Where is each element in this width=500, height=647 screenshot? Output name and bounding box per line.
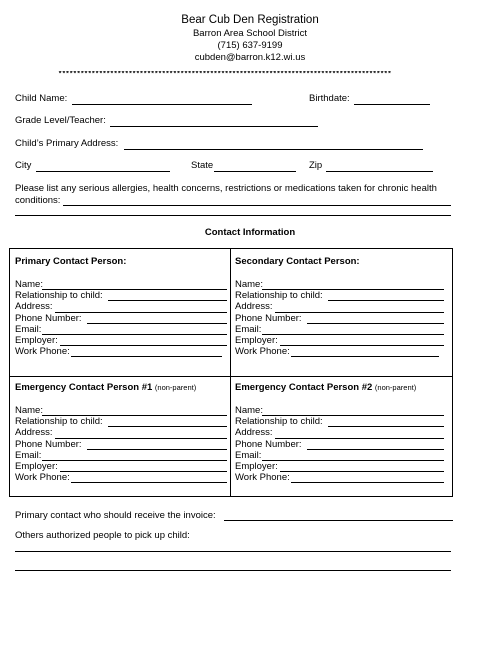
- emergency1-phone-label: Phone Number:: [15, 438, 82, 450]
- emergency2-contact-title: Emergency Contact Person #2 (non-parent): [235, 382, 417, 393]
- address-field[interactable]: [124, 149, 423, 150]
- emergency2-workphone-field[interactable]: [291, 482, 444, 483]
- secondary-contact-block: [235, 256, 450, 357]
- emergency1-contact-block: [15, 382, 230, 483]
- emergency1-relationship-label: Relationship to child:: [15, 416, 103, 428]
- primary-contact-block: [15, 256, 230, 357]
- primary-relationship-label: Relationship to child:: [15, 290, 103, 302]
- secondary-phone-label: Phone Number:: [235, 312, 302, 324]
- health-field-2[interactable]: [15, 215, 451, 216]
- emergency1-workphone-field[interactable]: [71, 482, 227, 483]
- city-field[interactable]: [36, 171, 170, 172]
- secondary-relationship-label: Relationship to child:: [235, 290, 323, 302]
- primary-workphone-field[interactable]: [71, 356, 222, 357]
- emergency1-address-label: Address:: [15, 427, 53, 439]
- form-title: Bear Cub Den Registration: [181, 14, 319, 26]
- separator: ******************************************************************************************: [58, 71, 392, 79]
- district-name: Barron Area School District: [192, 28, 308, 39]
- health-field-1[interactable]: [63, 205, 451, 206]
- invoice-field[interactable]: [224, 520, 453, 521]
- emergency1-contact-title: Emergency Contact Person #1 (non-parent): [15, 382, 197, 393]
- state-label: State: [191, 160, 214, 171]
- emergency2-name-label: Name:: [235, 405, 263, 416]
- invoice-label: Primary contact who should receive the invoice:: [15, 510, 216, 521]
- secondary-name-label: Name:: [235, 279, 263, 290]
- non-parent-note: (non-parent): [374, 383, 417, 392]
- emergency1-workphone-label: Work Phone:: [15, 472, 70, 484]
- zip-field[interactable]: [326, 171, 433, 172]
- emergency2-relationship-label: Relationship to child:: [235, 416, 323, 428]
- primary-phone-label: Phone Number:: [15, 312, 82, 324]
- secondary-workphone-field[interactable]: [291, 356, 439, 357]
- health-label: Please list any serious allergies, health concerns, restrictions or medications taken for chronic health: [15, 183, 437, 194]
- birthdate-label: Birthdate:: [309, 93, 350, 104]
- grid-divider-vertical: [230, 249, 231, 496]
- emergency1-email-label: Email:: [15, 449, 42, 461]
- secondary-address-label: Address:: [235, 301, 273, 313]
- pickup-field-2[interactable]: [15, 570, 451, 571]
- state-field[interactable]: [214, 171, 296, 172]
- primary-email-label: Email:: [15, 323, 42, 335]
- child-name-field[interactable]: [72, 104, 252, 105]
- emergency2-phone-label: Phone Number:: [235, 438, 302, 450]
- city-label: City: [15, 160, 32, 171]
- primary-employer-label: Employer:: [15, 334, 58, 346]
- secondary-workphone-label: Work Phone:: [235, 346, 290, 358]
- grid-divider-horizontal: [10, 376, 452, 377]
- health-label-cont: conditions:: [15, 195, 61, 206]
- grade-field[interactable]: [110, 126, 318, 127]
- contact-section-title: Contact Information: [204, 227, 296, 238]
- primary-address-label: Address:: [15, 301, 53, 313]
- emergency2-contact-block: [235, 382, 450, 483]
- contact-email: cubden@barron.k12.wi.us: [194, 52, 306, 63]
- primary-workphone-label: Work Phone:: [15, 346, 70, 358]
- primary-name-label: Name:: [15, 279, 43, 290]
- non-parent-note: (non-parent): [154, 383, 197, 392]
- emergency2-address-label: Address:: [235, 427, 273, 439]
- birthdate-field[interactable]: [354, 104, 430, 105]
- secondary-contact-title: Secondary Contact Person:: [235, 256, 360, 267]
- contact-phone: (715) 637-9199: [217, 40, 283, 51]
- emergency2-email-label: Email:: [235, 449, 262, 461]
- contact-grid: [9, 248, 453, 497]
- emergency2-workphone-label: Work Phone:: [235, 472, 290, 484]
- primary-contact-title: Primary Contact Person:: [15, 256, 127, 267]
- secondary-email-label: Email:: [235, 323, 262, 335]
- grade-label: Grade Level/Teacher:: [15, 115, 106, 126]
- address-label: Child’s Primary Address:: [15, 138, 119, 149]
- pickup-field-1[interactable]: [15, 551, 451, 552]
- emergency1-name-label: Name:: [15, 405, 43, 416]
- secondary-employer-label: Employer:: [235, 334, 278, 346]
- emergency2-employer-label: Employer:: [235, 460, 278, 472]
- pickup-label: Others authorized people to pick up child:: [15, 530, 190, 541]
- zip-label: Zip: [309, 160, 323, 171]
- child-name-label: Child Name:: [15, 93, 68, 104]
- emergency1-employer-label: Employer:: [15, 460, 58, 472]
